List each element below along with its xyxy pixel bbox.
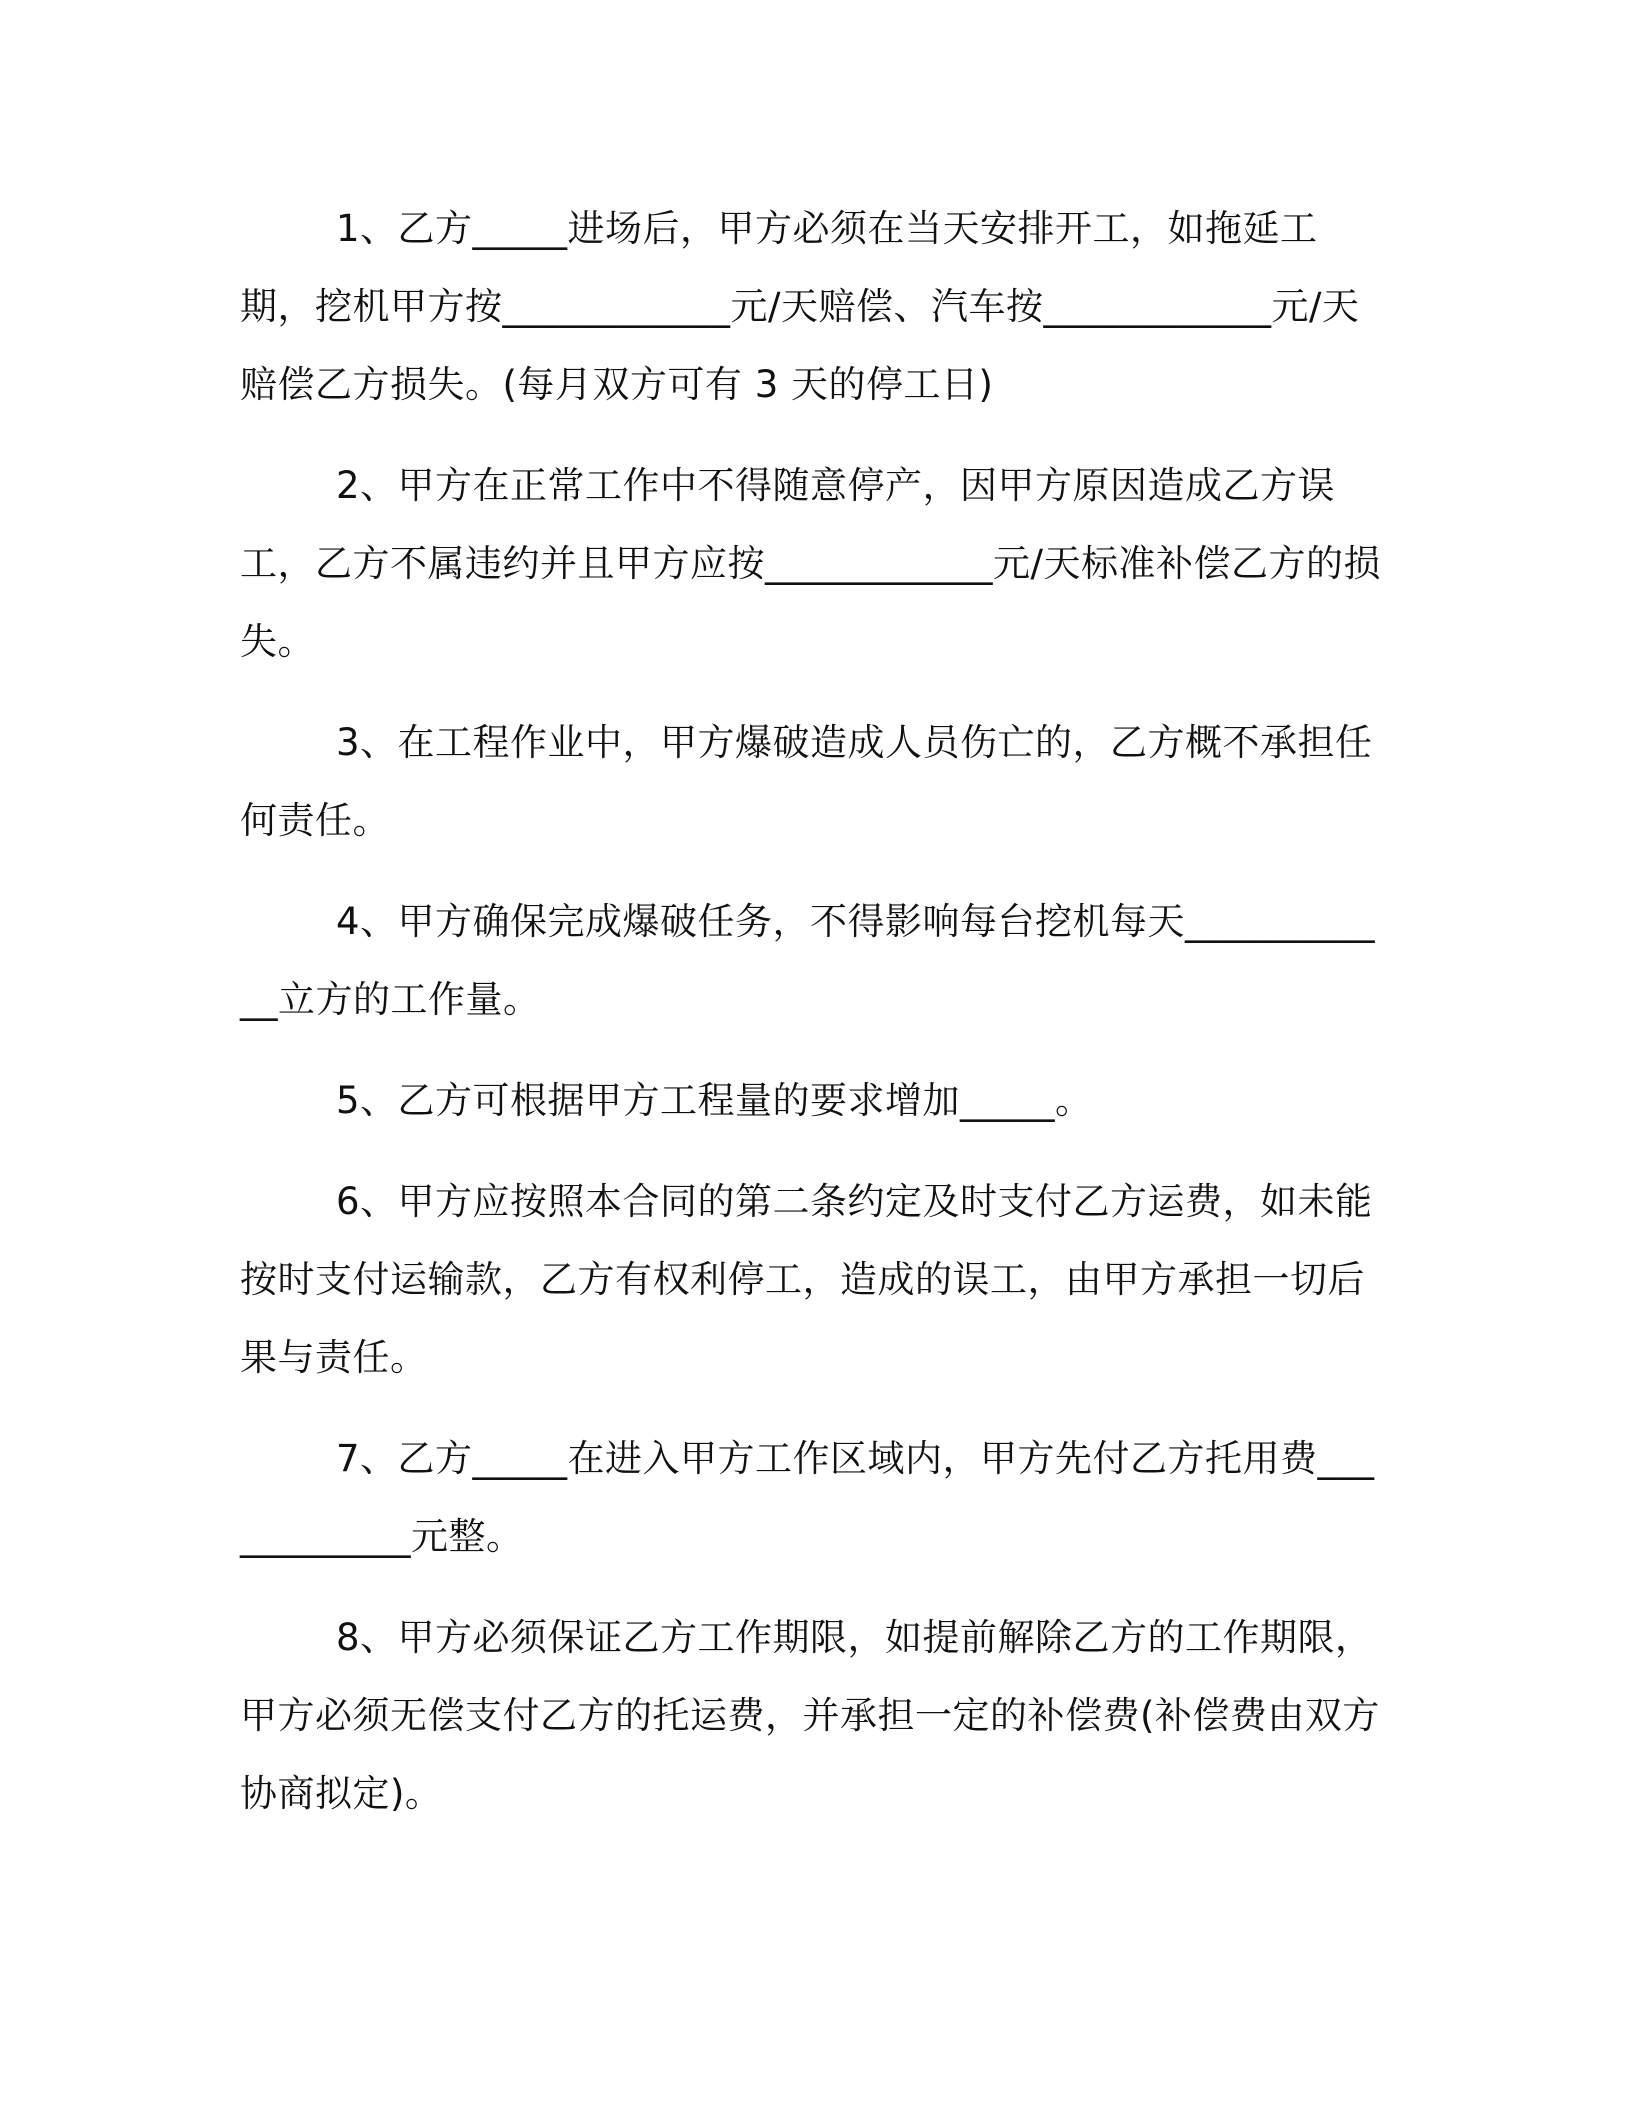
clause-5: 5、乙方可根据甲方工程量的要求增加_____。 xyxy=(336,1079,1093,1122)
contract-clauses xyxy=(240,190,1390,1856)
clause-6: 6、甲方应按照本合同的第二条约定及时支付乙方运费，如未能按时支付运输款，乙方有权利停工，造成的误工，由甲方承担一切后果与责任。 xyxy=(240,1180,1373,1379)
clause-3: 3、在工程作业中，甲方爆破造成人员伤亡的，乙方概不承担任何责任。 xyxy=(240,721,1373,842)
clause-1: 1、乙方_____进场后，甲方必须在当天安排开工，如拖延工期，挖机甲方按____________元/天赔偿、汽车按____________元/天赔偿乙方损失。(每月双方可有 3 天的停工日) xyxy=(240,207,1360,406)
clause-8: 8、甲方必须保证乙方工作期限，如提前解除乙方的工作期限，甲方必须无偿支付乙方的托运费，并承担一定的补偿费(补偿费由双方协商拟定)。 xyxy=(240,1616,1380,1815)
clause-7: 7、乙方_____在进入甲方工作区域内，甲方先付乙方托用费____________元整。 xyxy=(240,1437,1375,1558)
clause-4: 4、甲方确保完成爆破任务，不得影响每台挖机每天____________立方的工作量。 xyxy=(240,900,1376,1021)
clause-2: 2、甲方在正常工作中不得随意停产，因甲方原因造成乙方误工，乙方不属违约并且甲方应按____________元/天标准补偿乙方的损失。 xyxy=(240,464,1381,663)
